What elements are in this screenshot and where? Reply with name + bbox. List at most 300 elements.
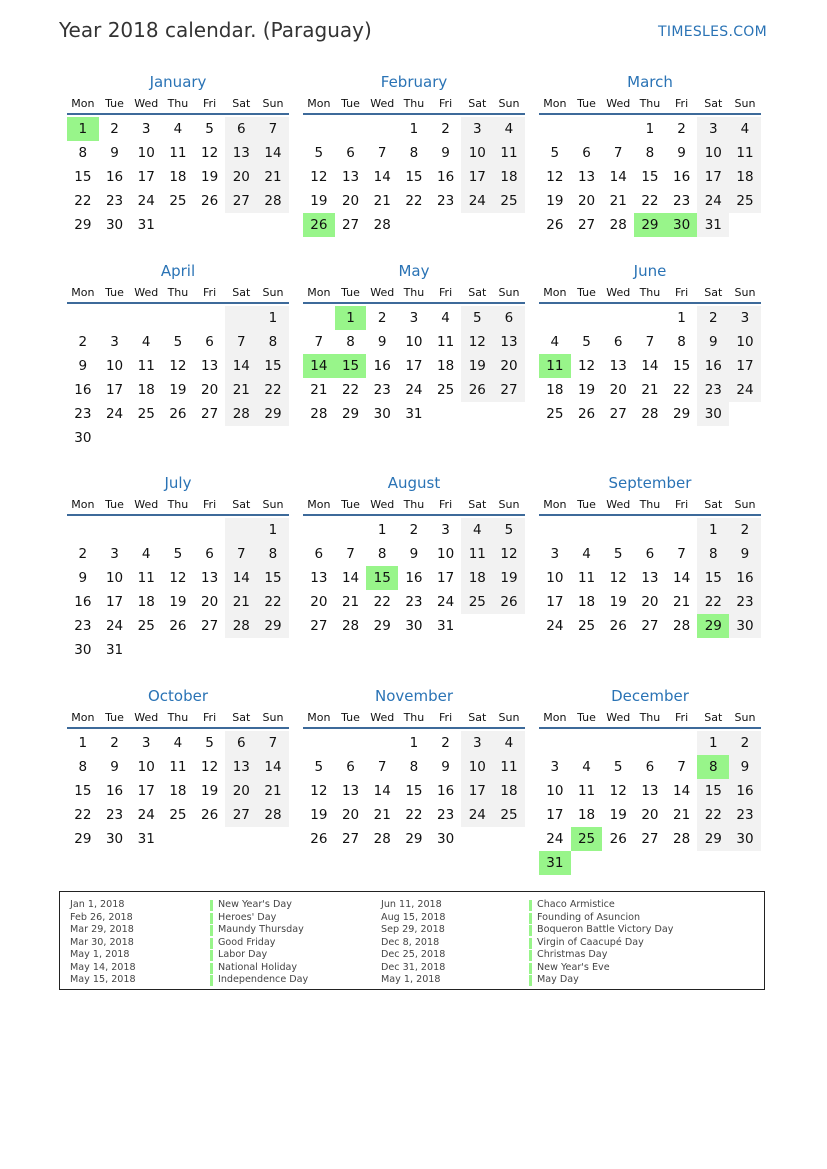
empty-cell	[162, 306, 194, 330]
day-cell: 30	[74, 430, 92, 446]
day-cell: 18	[577, 807, 596, 823]
day-cell: 11	[137, 570, 155, 586]
holiday-name: Chaco Armistice	[537, 899, 615, 910]
empty-cell	[162, 426, 194, 450]
day-cell: 25	[577, 618, 596, 634]
weekday-label: Mon	[543, 97, 567, 110]
weekday-label: Fri	[439, 286, 453, 299]
holiday-name: New Year's Eve	[537, 961, 610, 973]
day-cell: 30	[666, 213, 698, 237]
day-cell: 9	[377, 334, 387, 350]
empty-cell	[303, 731, 335, 755]
day-cell: 15	[257, 354, 289, 378]
day-cell: 13	[641, 783, 659, 799]
empty-cell	[634, 851, 666, 875]
day-cell: 12	[169, 570, 187, 586]
month-october	[67, 686, 289, 851]
day-cell: 23	[673, 193, 691, 209]
day-cell: 20	[577, 193, 596, 209]
empty-cell	[493, 213, 525, 237]
day-cell: 31	[437, 618, 455, 634]
day-cell: 15	[405, 783, 423, 799]
holiday-marker	[210, 925, 213, 936]
day-cell: 11	[461, 542, 493, 566]
day-cell: 29	[373, 618, 391, 634]
day-cell: 12	[310, 783, 328, 799]
month-name: January	[149, 73, 207, 91]
weekday-label: Mon	[543, 498, 567, 511]
empty-cell	[493, 402, 525, 426]
day-cell: 8	[677, 334, 686, 350]
day-cell: 24	[405, 382, 423, 398]
day-cell: 23	[74, 618, 92, 634]
weekday-label: Sun	[734, 498, 756, 511]
day-cell: 19	[493, 566, 525, 590]
empty-cell	[130, 518, 162, 542]
holiday-marker	[210, 963, 213, 974]
empty-cell	[335, 117, 367, 141]
day-cell: 17	[461, 165, 493, 189]
day-cell: 26	[609, 831, 627, 847]
day-cell: 20	[641, 594, 659, 610]
weekday-label: Sun	[262, 498, 284, 511]
month-june	[539, 261, 761, 426]
day-grid	[303, 117, 525, 237]
day-cell: 9	[110, 145, 119, 161]
empty-cell	[99, 518, 131, 542]
empty-cell	[461, 827, 493, 851]
day-cell: 29	[673, 406, 691, 422]
day-cell: 25	[169, 193, 187, 209]
day-cell: 4	[441, 310, 450, 326]
day-cell: 1	[377, 522, 387, 538]
day-cell: 11	[169, 759, 187, 775]
day-cell: 23	[697, 378, 729, 402]
day-cell: 17	[461, 779, 493, 803]
weekday-label: Fri	[439, 711, 453, 724]
day-cell: 5	[582, 334, 591, 350]
holiday-name: Virgin of Caacupé Day	[537, 936, 644, 948]
weekday-header	[539, 709, 761, 729]
day-cell: 1	[697, 518, 729, 542]
day-cell: 15	[697, 779, 729, 803]
empty-cell	[162, 638, 194, 662]
day-cell: 28	[257, 803, 289, 827]
day-cell: 1	[409, 121, 419, 137]
weekday-label: Wed	[134, 286, 159, 299]
day-cell: 14	[673, 783, 691, 799]
day-cell: 18	[437, 358, 455, 374]
day-cell: 1	[697, 731, 729, 755]
day-cell: 9	[729, 542, 761, 566]
day-cell: 4	[493, 731, 525, 755]
day-cell: 14	[609, 169, 627, 185]
day-cell: 6	[613, 334, 623, 350]
empty-cell	[602, 731, 634, 755]
month-may	[303, 261, 525, 426]
weekday-label: Wed	[370, 286, 395, 299]
day-cell: 10	[437, 546, 455, 562]
day-cell: 14	[257, 141, 289, 165]
day-cell: 28	[641, 406, 659, 422]
month-february	[303, 72, 525, 237]
month-name: October	[147, 687, 209, 705]
day-cell: 1	[409, 735, 419, 751]
day-cell: 5	[550, 145, 560, 161]
weekday-label: Wed	[134, 498, 159, 511]
day-cell: 4	[582, 546, 591, 562]
day-cell: 1	[645, 121, 655, 137]
month-august	[303, 473, 525, 638]
holiday-name: Christmas Day	[537, 949, 608, 960]
month-name: September	[608, 474, 692, 492]
day-cell: 27	[609, 406, 627, 422]
month-september	[539, 473, 761, 638]
holiday-name: New Year's Day	[218, 899, 292, 910]
day-cell: 2	[110, 735, 119, 751]
month-march	[539, 72, 761, 237]
day-cell: 13	[310, 570, 328, 586]
day-cell: 29	[257, 614, 289, 638]
day-cell: 21	[225, 590, 257, 614]
day-cell: 17	[137, 783, 155, 799]
month-december	[539, 686, 761, 875]
day-cell: 8	[409, 145, 419, 161]
day-cell: 16	[105, 169, 124, 185]
empty-cell	[461, 614, 493, 638]
empty-cell	[729, 402, 761, 426]
day-cell: 24	[461, 803, 493, 827]
day-cell: 7	[257, 117, 289, 141]
day-cell: 15	[257, 566, 289, 590]
day-cell: 21	[257, 779, 289, 803]
empty-cell	[194, 827, 226, 851]
day-cell: 9	[78, 358, 88, 374]
empty-cell	[602, 117, 634, 141]
day-cell: 27	[641, 831, 659, 847]
day-cell: 20	[201, 594, 219, 610]
day-cell: 4	[550, 334, 560, 350]
day-cell: 2	[409, 522, 419, 538]
day-cell: 29	[341, 406, 360, 422]
month-november	[303, 686, 525, 851]
day-grid	[67, 518, 289, 662]
day-cell: 3	[110, 546, 119, 562]
weekday-label: Wed	[370, 97, 395, 110]
day-cell: 6	[582, 145, 591, 161]
day-cell: 18	[461, 566, 493, 590]
day-cell: 17	[105, 594, 124, 610]
day-cell: 30	[74, 642, 92, 658]
day-cell: 31	[137, 831, 155, 847]
empty-cell	[571, 851, 603, 875]
weekday-label: Fri	[203, 286, 217, 299]
weekday-header	[303, 496, 525, 516]
day-cell: 26	[201, 193, 219, 209]
day-cell: 24	[546, 831, 564, 847]
holiday-date: May 1, 2018	[381, 974, 441, 985]
day-cell: 25	[437, 382, 455, 398]
day-cell: 4	[173, 735, 183, 751]
day-cell: 26	[577, 406, 596, 422]
holiday-name: Good Friday	[218, 936, 276, 948]
empty-cell	[225, 518, 257, 542]
holiday-name: National Holiday	[218, 961, 298, 973]
day-cell: 15	[673, 358, 691, 374]
empty-cell	[539, 731, 571, 755]
empty-cell	[303, 306, 335, 330]
day-cell: 7	[613, 145, 623, 161]
weekday-label: Fri	[203, 711, 217, 724]
day-cell: 23	[437, 193, 455, 209]
holiday-marker	[529, 925, 532, 936]
holiday-name: Boqueron Battle Victory Day	[537, 924, 674, 935]
day-cell: 2	[110, 121, 119, 137]
day-cell: 14	[303, 354, 335, 378]
day-cell: 11	[577, 570, 596, 586]
day-cell: 15	[641, 169, 659, 185]
holiday-marker	[529, 963, 532, 974]
day-cell: 27	[341, 217, 360, 233]
weekday-header	[303, 709, 525, 729]
holiday-name: Labor Day	[218, 949, 268, 960]
weekday-label: Mon	[307, 711, 331, 724]
day-cell: 21	[373, 193, 391, 209]
day-cell: 27	[641, 618, 659, 634]
day-cell: 27	[577, 217, 596, 233]
day-cell: 27	[225, 803, 257, 827]
day-cell: 7	[225, 330, 257, 354]
day-cell: 28	[373, 217, 391, 233]
day-cell: 16	[373, 358, 391, 374]
empty-cell	[430, 213, 462, 237]
weekday-label: Tue	[105, 97, 124, 110]
empty-cell	[666, 731, 698, 755]
day-cell: 26	[201, 807, 219, 823]
day-cell: 14	[641, 358, 659, 374]
day-cell: 17	[546, 807, 564, 823]
weekday-label: Mon	[307, 498, 331, 511]
day-cell: 18	[493, 779, 525, 803]
day-cell: 9	[677, 145, 686, 161]
empty-cell	[303, 117, 335, 141]
day-cell: 6	[225, 731, 257, 755]
month-name: May	[398, 262, 430, 280]
day-grid	[67, 306, 289, 450]
day-cell: 1	[257, 306, 289, 330]
day-cell: 15	[335, 354, 367, 378]
day-cell: 23	[405, 594, 423, 610]
weekday-label: Thu	[167, 711, 189, 724]
empty-cell	[366, 117, 398, 141]
weekday-header	[539, 496, 761, 516]
weekday-label: Thu	[403, 286, 425, 299]
month-name: June	[633, 262, 667, 280]
day-cell: 26	[310, 831, 328, 847]
day-cell: 6	[493, 306, 525, 330]
day-cell: 29	[634, 213, 666, 237]
empty-cell	[335, 731, 367, 755]
weekday-label: Tue	[577, 711, 596, 724]
holiday-legend	[59, 891, 765, 990]
weekday-label: Wed	[370, 711, 395, 724]
empty-cell	[225, 827, 257, 851]
weekday-label: Thu	[403, 711, 425, 724]
day-cell: 2	[78, 546, 88, 562]
holiday-marker	[210, 913, 213, 924]
day-cell: 26	[546, 217, 564, 233]
day-cell: 24	[105, 406, 124, 422]
day-cell: 20	[493, 354, 525, 378]
day-cell: 19	[201, 169, 219, 185]
site-brand-link[interactable]: TIMESLES.COM	[658, 24, 767, 40]
day-cell: 30	[105, 831, 124, 847]
day-cell: 7	[225, 542, 257, 566]
empty-cell	[162, 518, 194, 542]
weekday-label: Tue	[341, 711, 360, 724]
day-cell: 12	[577, 358, 596, 374]
day-cell: 31	[137, 217, 155, 233]
empty-cell	[225, 426, 257, 450]
holiday-name: Heroes' Day	[218, 911, 277, 923]
day-cell: 9	[78, 570, 88, 586]
holiday-date: May 15, 2018	[70, 974, 136, 985]
day-cell: 3	[141, 735, 151, 751]
weekday-label: Sat	[468, 97, 487, 110]
day-cell: 10	[405, 334, 423, 350]
holiday-name: Maundy Thursday	[218, 924, 304, 935]
weekday-label: Thu	[639, 97, 661, 110]
day-cell: 10	[697, 141, 729, 165]
weekday-label: Mon	[71, 498, 95, 511]
day-cell: 26	[493, 590, 525, 614]
day-cell: 16	[729, 566, 761, 590]
day-cell: 6	[205, 546, 214, 562]
holiday-marker	[210, 900, 213, 911]
weekday-label: Tue	[105, 711, 124, 724]
day-cell: 12	[493, 542, 525, 566]
day-cell: 14	[673, 570, 691, 586]
day-cell: 13	[201, 570, 219, 586]
empty-cell	[571, 117, 603, 141]
day-cell: 9	[110, 759, 119, 775]
day-cell: 22	[405, 193, 423, 209]
day-cell: 3	[550, 759, 560, 775]
weekday-label: Sat	[468, 498, 487, 511]
month-april	[67, 261, 289, 450]
day-cell: 7	[257, 731, 289, 755]
day-grid	[539, 518, 761, 638]
day-cell: 5	[461, 306, 493, 330]
day-cell: 12	[609, 570, 627, 586]
day-cell: 16	[74, 594, 92, 610]
day-cell: 13	[609, 358, 627, 374]
day-cell: 23	[729, 590, 761, 614]
empty-cell	[539, 117, 571, 141]
holiday-marker	[210, 938, 213, 949]
weekday-label: Sun	[262, 711, 284, 724]
day-cell: 23	[74, 406, 92, 422]
day-cell: 8	[409, 759, 419, 775]
day-cell: 10	[461, 755, 493, 779]
day-cell: 3	[729, 306, 761, 330]
day-cell: 6	[225, 117, 257, 141]
holiday-date: Jan 1, 2018	[70, 899, 125, 910]
holiday-name: Founding of Asuncion	[537, 911, 641, 923]
day-cell: 3	[409, 310, 419, 326]
empty-cell	[225, 213, 257, 237]
day-cell: 22	[697, 590, 729, 614]
empty-cell	[366, 731, 398, 755]
weekday-label: Sun	[734, 711, 756, 724]
day-cell: 15	[74, 783, 92, 799]
weekday-label: Fri	[675, 286, 689, 299]
holiday-marker	[210, 975, 213, 986]
day-cell: 2	[677, 121, 686, 137]
day-cell: 15	[366, 566, 398, 590]
weekday-label: Sun	[498, 97, 520, 110]
day-cell: 12	[461, 330, 493, 354]
day-cell: 5	[613, 759, 623, 775]
day-cell: 6	[205, 334, 214, 350]
day-cell: 4	[141, 546, 151, 562]
month-name: August	[387, 474, 441, 492]
day-cell: 29	[697, 614, 729, 638]
day-cell: 13	[225, 755, 257, 779]
empty-cell	[697, 851, 729, 875]
day-cell: 31	[405, 406, 423, 422]
weekday-label: Tue	[577, 286, 596, 299]
day-cell: 6	[346, 759, 355, 775]
page-title: Year 2018 calendar. (Paraguay)	[59, 18, 372, 42]
day-cell: 28	[373, 831, 391, 847]
day-cell: 6	[645, 546, 655, 562]
holiday-date: Mar 29, 2018	[70, 924, 134, 935]
weekday-label: Fri	[439, 97, 453, 110]
day-cell: 25	[493, 189, 525, 213]
day-cell: 13	[577, 169, 596, 185]
day-grid	[303, 518, 525, 638]
day-cell: 3	[110, 334, 119, 350]
empty-cell	[602, 851, 634, 875]
empty-cell	[602, 306, 634, 330]
day-cell: 9	[441, 759, 450, 775]
day-cell: 27	[493, 378, 525, 402]
weekday-label: Sat	[468, 711, 487, 724]
empty-cell	[194, 518, 226, 542]
day-cell: 14	[225, 566, 257, 590]
day-cell: 19	[310, 807, 328, 823]
day-cell: 1	[677, 310, 686, 326]
day-cell: 16	[405, 570, 423, 586]
empty-cell	[162, 213, 194, 237]
weekday-label: Thu	[167, 498, 189, 511]
empty-cell	[130, 306, 162, 330]
weekday-label: Thu	[639, 711, 661, 724]
weekday-header	[303, 95, 525, 115]
day-cell: 2	[377, 310, 387, 326]
day-cell: 1	[257, 518, 289, 542]
empty-cell	[571, 731, 603, 755]
holiday-marker	[529, 913, 532, 924]
day-cell: 29	[697, 827, 729, 851]
day-cell: 23	[437, 807, 455, 823]
day-cell: 22	[673, 382, 691, 398]
day-cell: 19	[461, 354, 493, 378]
day-cell: 7	[377, 145, 387, 161]
day-cell: 12	[609, 783, 627, 799]
day-cell: 14	[341, 570, 360, 586]
